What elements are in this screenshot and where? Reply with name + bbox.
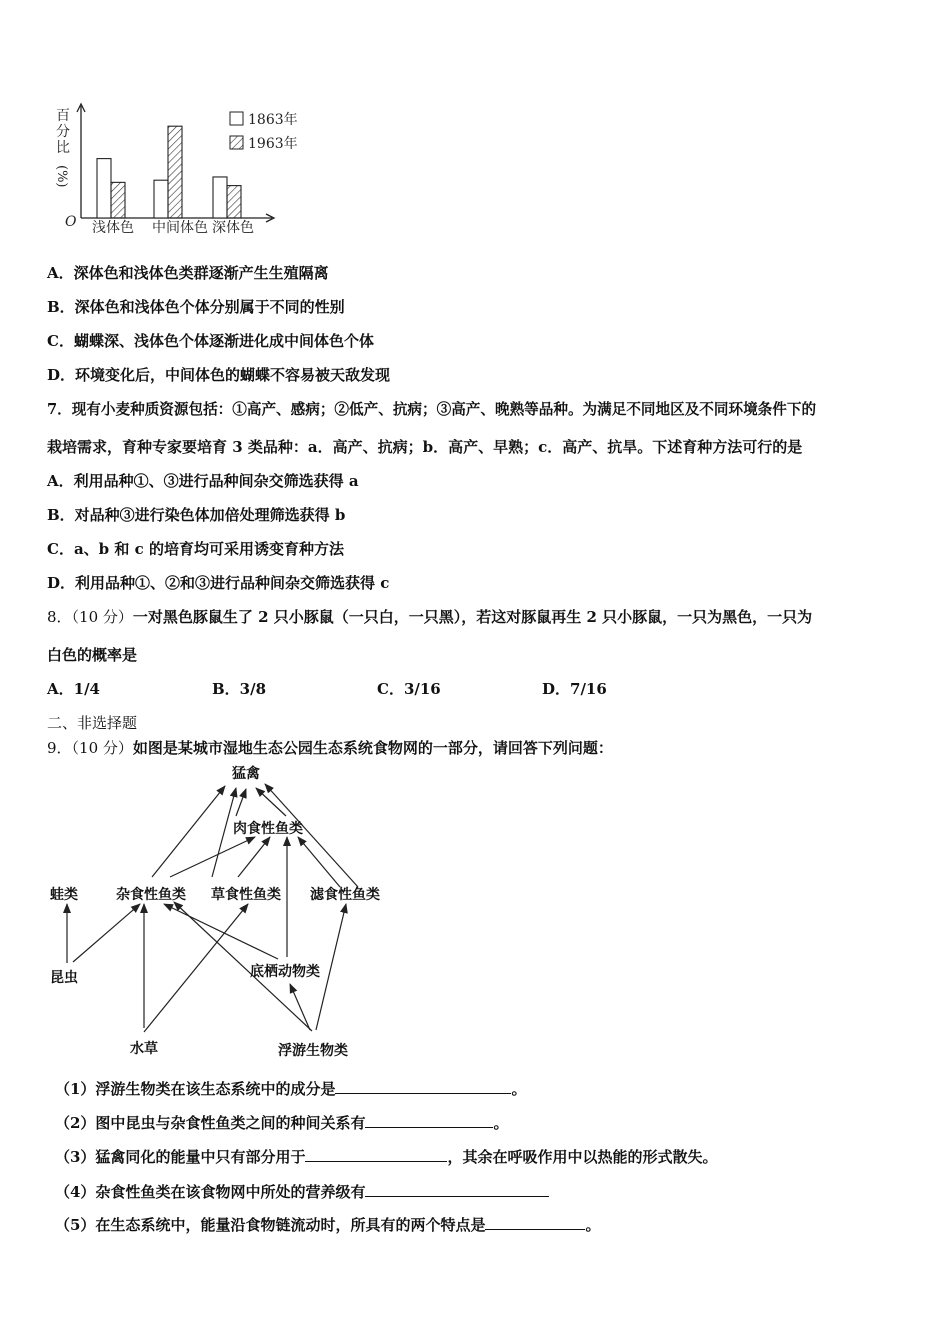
node-omnivore-fish: 杂食性鱼类 [116,887,186,903]
q9-sub5 [55,1214,600,1235]
q9-sub5-blank[interactable] [485,1214,585,1230]
q8-score: （10 分） [71,608,133,626]
q8-option-c: C．3/16 [377,680,441,698]
food-web-diagram [40,760,400,1065]
y-axis-label-char: 百 [56,108,70,124]
q7-option-c: C．a、b 和 c 的培育均可采用诱变育种方法 [47,540,344,558]
node-waterweed: 水草 [130,1041,158,1057]
origin-label: O [65,214,77,230]
node-frog: 蛙类 [50,887,78,903]
node-insect: 昆虫 [50,970,78,986]
q9-sub3-text: （3）猛禽同化的能量中只有部分用于 [55,1148,306,1166]
y-axis-label-unit: (%) [54,165,69,188]
bar-open-0 [97,159,111,218]
q7-option-a: A．利用品种①、③进行品种间杂交筛选获得 a [47,472,359,490]
q8-stem-line1 [47,606,812,627]
category-label: 浅体色 [92,220,134,236]
q6-option-a: A．深体色和浅体色类群逐渐产生生殖隔离 [47,264,329,282]
q9-sub4-text: （4）杂食性鱼类在该食物网中所处的营养级有 [55,1183,366,1201]
bar-chart [40,100,330,240]
node-plankton: 浮游生物类 [278,1043,348,1059]
q7-option-d: D．利用品种①、②和③进行品种间杂交筛选获得 c [47,574,390,592]
q8-option-b: B．3/8 [212,680,267,698]
bar-open-1 [154,180,168,218]
category-label: 深体色 [212,220,254,236]
y-axis-label-char: 分 [56,124,70,140]
q9-sub2-blank[interactable] [365,1112,493,1128]
bar-hatched-0 [111,182,125,218]
node-filter-fish: 滤食性鱼类 [310,887,380,903]
q9-sub1-text: （1）浮游生物类在该生态系统中的成分是 [55,1080,336,1098]
q9-sub3 [55,1146,717,1167]
q8-number: 8． [47,608,72,626]
q9-stem [47,737,613,758]
category-label: 中间体色 [152,220,208,236]
y-axis-label [54,108,70,188]
q8-stem-line2: 白色的概率是 [47,646,138,664]
q6-option-d: D．环境变化后，中间体色的蝴蝶不容易被天敌发现 [47,366,391,384]
q9-number: 9． [47,739,72,757]
bar-hatched-2 [227,186,241,218]
node-herbivore-fish: 草食性鱼类 [211,887,281,903]
legend-swatch [230,136,243,149]
q9-sub1 [55,1078,526,1099]
q6-option-c: C．蝴蝶深、浅体色个体逐渐进化成中间体色个体 [47,332,374,350]
bar-hatched-1 [168,126,182,218]
q8-option-a: A．1/4 [47,680,100,698]
y-axis-label-char: 比 [56,140,70,156]
q9-sub2-end: 。 [493,1114,509,1132]
q9-sub5-text: （5）在生态系统中，能量沿食物链流动时，所具有的两个特点是 [55,1216,486,1234]
node-carnivore-fish: 肉食性鱼类 [233,821,303,837]
q9-sub1-end: 。 [511,1080,527,1098]
q9-sub3-end: ，其余在呼吸作用中以热能的形式散失。 [447,1148,718,1166]
section-title: 二、非选择题 [47,714,138,732]
q9-sub4-blank[interactable] [365,1181,549,1197]
q9-stem-text: 如图是某城市湿地生态公园生态系统食物网的一部分，请回答下列问题： [132,739,613,757]
q6-option-b: B．深体色和浅体色个体分别属于不同的性别 [47,298,345,316]
bar-open-2 [213,177,227,218]
q9-sub5-end: 。 [585,1216,601,1234]
q8-stem-text: 一对黑色豚鼠生了 2 只小豚鼠（一只白，一只黑），若这对豚鼠再生 2 只小豚鼠，一只为黑色，一只为 [132,608,813,626]
q8-option-d: D．7/16 [542,680,607,698]
q9-sub3-blank[interactable] [305,1146,447,1162]
q9-sub2 [55,1112,508,1133]
q9-sub4 [55,1181,549,1202]
node-raptor: 猛禽 [232,766,260,782]
q9-score: （10 分） [71,739,133,757]
legend-label: 1963年 [248,136,298,152]
legend-swatch [230,112,243,125]
q9-sub1-blank[interactable] [335,1078,511,1094]
q9-sub2-text: （2）图中昆虫与杂食性鱼类之间的种间关系有 [55,1114,366,1132]
q7-option-b: B．对品种③进行染色体加倍处理筛选获得 b [47,506,346,524]
node-benthic: 底栖动物类 [250,964,320,980]
legend-label: 1863年 [248,112,298,128]
q7-stem-line1: 7．现有小麦种质资源包括：①高产、感病；②低产、抗病；③高产、晚熟等品种。为满足不同地区及不同环境条件下的 [47,401,817,418]
q7-stem-line2: 栽培需求，育种专家要培育 3 类品种：a．高产、抗病；b．高产、早熟；c．高产、抗旱。下述育种方法可行的是 [47,438,803,456]
